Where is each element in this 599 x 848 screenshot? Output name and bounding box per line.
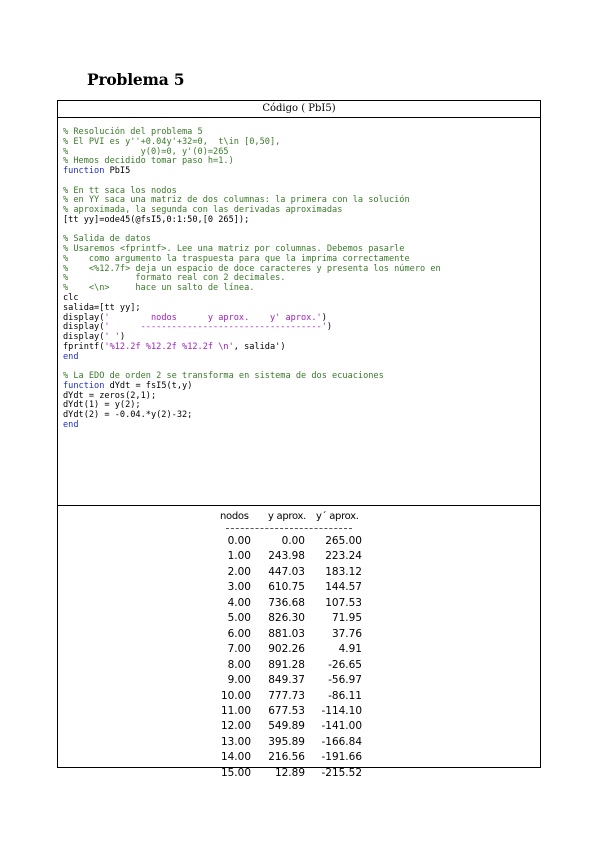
- cell-nodos: 3.00: [227, 581, 251, 594]
- code-line: [63, 421, 538, 431]
- code-token-plain: clc: [63, 293, 79, 304]
- output-row: [58, 674, 540, 689]
- cell-nodos: 4.00: [227, 596, 251, 609]
- code-line: [63, 323, 538, 333]
- cell-nodos: 15.00: [220, 766, 251, 779]
- output-row: [58, 767, 540, 782]
- cell-nodos: 10.00: [220, 689, 251, 702]
- cell-yprime-aprox: -26.65: [328, 658, 362, 671]
- cell-nodos: 1.00: [227, 550, 251, 563]
- code-token-string: ' ': [104, 332, 120, 343]
- code-token-comment: % En tt saca los nodos: [63, 185, 177, 196]
- output-header-yprime-aprox: y´ aprox.: [316, 511, 359, 522]
- output-row: [58, 705, 540, 720]
- output-row: [58, 597, 540, 612]
- cell-yprime-aprox: 144.57: [325, 581, 362, 594]
- code-line: [63, 411, 538, 421]
- cell-nodos: 5.00: [227, 612, 251, 625]
- output-row: [58, 612, 540, 627]
- output-row: [58, 751, 540, 766]
- cell-y-aprox: 549.89: [268, 720, 305, 733]
- code-token-plain: dYdt = zeros(2,1);: [63, 390, 157, 401]
- cell-yprime-aprox: 107.53: [325, 596, 362, 609]
- code-token-plain: fprintf(: [63, 341, 105, 352]
- output-row: [58, 736, 540, 751]
- code-token-comment: % aproximada, la segunda con las derivadas aproximadas: [63, 205, 343, 216]
- cell-y-aprox: 0.00: [281, 535, 305, 547]
- code-line: [63, 343, 538, 353]
- output-row: [58, 581, 540, 596]
- problem-title: Problema 5: [87, 70, 185, 89]
- code-token-comment: % <%12.7f> deja un espacio de doce caracteres y presenta los número en: [63, 263, 441, 274]
- output-row: [58, 643, 540, 658]
- code-token-keyword: end: [63, 351, 79, 362]
- cell-y-aprox: 610.75: [268, 581, 305, 594]
- output-row: [58, 690, 540, 705]
- cell-yprime-aprox: 265.00: [325, 535, 362, 547]
- code-token-comment: % Salida de datos: [63, 234, 151, 245]
- cell-yprime-aprox: 37.76: [331, 627, 362, 640]
- cell-yprime-aprox: -114.10: [321, 704, 362, 717]
- cell-y-aprox: 447.03: [268, 565, 305, 578]
- output-row: [58, 628, 540, 643]
- cell-nodos: 9.00: [227, 674, 251, 687]
- code-token-plain: ): [119, 332, 126, 343]
- code-line: [63, 284, 538, 294]
- cell-y-aprox: 677.53: [268, 704, 305, 717]
- code-token-plain: display(: [63, 322, 105, 333]
- code-token-keyword: end: [63, 419, 79, 430]
- cell-nodos: 8.00: [227, 658, 251, 671]
- cell-yprime-aprox: -56.97: [328, 674, 362, 687]
- output-row: [58, 535, 540, 550]
- code-token-comment: % formato real con 2 decimales.: [63, 273, 286, 284]
- output-dash-separator: [226, 528, 352, 529]
- cell-y-aprox: 849.37: [268, 674, 305, 687]
- output-block: [58, 505, 540, 779]
- code-token-comment: % Usaremos <fprintf>. Lee una matriz por columnas. Debemos pasarle: [63, 244, 405, 255]
- cell-yprime-aprox: -141.00: [321, 720, 362, 733]
- code-token-comment: % en YY saca una matriz de dos columnas: la primera con la solución: [63, 195, 410, 206]
- cell-y-aprox: 12.89: [274, 766, 305, 779]
- cell-nodos: 12.00: [220, 720, 251, 733]
- code-token-plain: ): [321, 312, 327, 323]
- code-token-plain: ): [326, 322, 333, 333]
- code-token-plain: display(: [63, 312, 105, 323]
- code-token-comment: % Hemos decidido tomar paso h=1.): [63, 156, 234, 167]
- output-header-y-aprox: y aprox.: [268, 511, 306, 522]
- code-token-plain: , salida'): [233, 341, 286, 352]
- code-token-plain: PbI5: [104, 166, 131, 177]
- cell-yprime-aprox: -86.11: [328, 689, 362, 702]
- cell-nodos: 0.00: [227, 535, 251, 547]
- cell-y-aprox: 216.56: [268, 751, 305, 764]
- code-line: [63, 353, 538, 363]
- code-token-plain: display(: [63, 332, 105, 343]
- cell-nodos: 6.00: [227, 627, 251, 640]
- code-token-string: ' -----------------------------------': [104, 322, 327, 333]
- cell-y-aprox: 826.30: [268, 612, 305, 625]
- code-token-plain: dYdt = fsI5(t,y): [104, 380, 193, 391]
- cell-y-aprox: 881.03: [268, 627, 305, 640]
- code-token-comment: % La EDO de orden 2 se transforma en sistema de dos ecuaciones: [63, 371, 384, 382]
- cell-yprime-aprox: 183.12: [325, 565, 362, 578]
- code-token-plain: salida=[tt yy];: [63, 302, 141, 313]
- code-line: [63, 216, 538, 226]
- cell-yprime-aprox: -215.52: [321, 766, 362, 779]
- code-token-keyword: function: [63, 166, 105, 177]
- cell-nodos: 2.00: [227, 565, 251, 578]
- cell-y-aprox: 902.26: [268, 643, 305, 656]
- output-row: [58, 566, 540, 581]
- cell-y-aprox: 891.28: [268, 658, 305, 671]
- cell-nodos: 13.00: [220, 735, 251, 748]
- code-token-plain: [tt yy]=ode45(@fsI5,0:1:50,[0 265]);: [63, 214, 250, 225]
- cell-yprime-aprox: -191.66: [321, 751, 362, 764]
- cell-nodos: 14.00: [220, 751, 251, 764]
- cell-y-aprox: 243.98: [268, 550, 305, 563]
- code-token-comment: % <\n> hace un salto de línea.: [63, 283, 255, 294]
- output-row: [58, 720, 540, 735]
- cell-y-aprox: 777.73: [268, 689, 305, 702]
- code-token-comment: % como argumento la traspuesta para que la imprima correctamente: [63, 253, 410, 264]
- code-token-comment: % Resolución del problema 5: [63, 127, 203, 137]
- cell-yprime-aprox: 223.24: [325, 550, 362, 563]
- code-token-plain: dYdt(1) = y(2);: [63, 400, 141, 411]
- code-token-plain: dYdt(2) = -0.04.*y(2)-32;: [63, 410, 193, 421]
- code-line: [63, 167, 538, 177]
- output-row: [58, 550, 540, 565]
- output-header-nodos: nodos: [220, 511, 249, 522]
- cell-y-aprox: 395.89: [268, 735, 305, 748]
- code-token-comment: % y(0)=0, y'(0)=265: [63, 146, 229, 157]
- output-row: [58, 659, 540, 674]
- cell-y-aprox: 736.68: [268, 596, 305, 609]
- cell-nodos: 7.00: [227, 643, 251, 656]
- cell-yprime-aprox: 4.91: [338, 643, 362, 656]
- code-block: [63, 128, 538, 431]
- code-line: [63, 157, 538, 167]
- code-token-string: ' nodos y aprox. y' aprox.': [104, 312, 322, 323]
- code-token-string: '%12.2f %12.2f %12.2f \n': [104, 341, 234, 352]
- code-token-keyword: function: [63, 380, 105, 391]
- cell-yprime-aprox: -166.84: [321, 735, 362, 748]
- code-table: [57, 100, 541, 779]
- cell-nodos: 11.00: [220, 704, 251, 717]
- code-token-comment: % El PVI es y''+0.04y'+32=0, t\in [0,50],: [63, 136, 281, 147]
- code-header: Código ( PbI5): [58, 101, 540, 118]
- cell-yprime-aprox: 71.95: [331, 612, 362, 625]
